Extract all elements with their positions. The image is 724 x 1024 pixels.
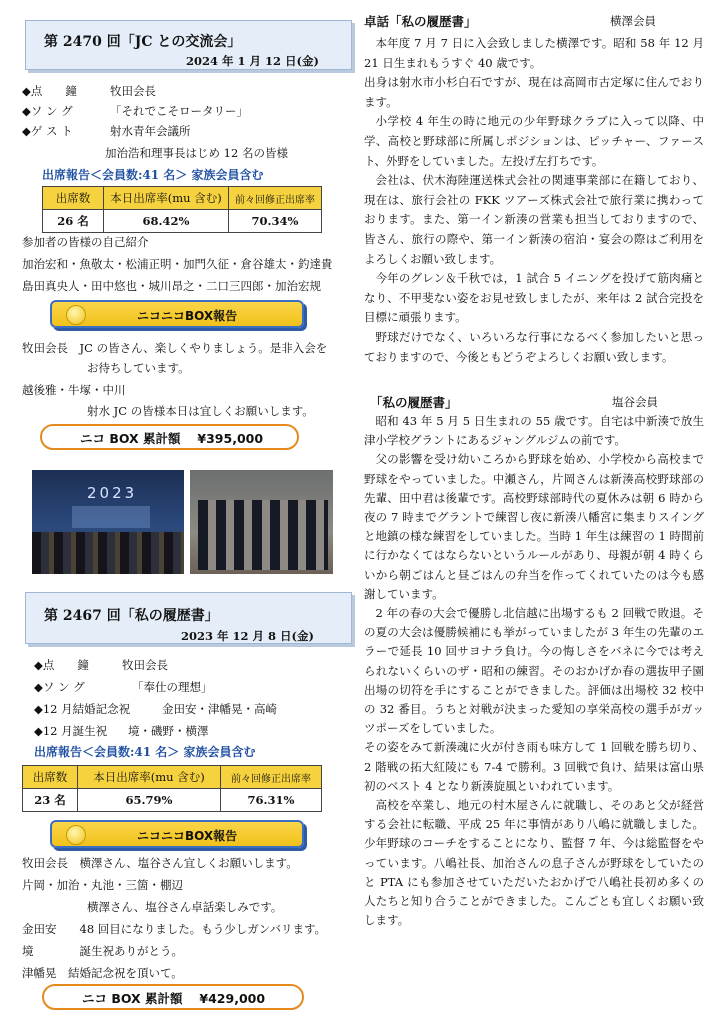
niko-line: お待ちしています。 [87, 361, 190, 375]
niko-line: 片岡・加治・丸池・三箇・棚辺 [22, 878, 183, 892]
talk1-title: 卓話「私の履歴書」 [364, 14, 477, 29]
talk1-body [364, 34, 704, 367]
item-value: 金田安・津幡晃・高崎 [162, 702, 277, 716]
niko-line: 境 誕生祝ありがとう。 [22, 944, 183, 958]
talk1-paragraph: 本年度 7 月 7 日に入会致しました横澤です。昭和 58 年 12 月 21 日生まれもうすぐ 40 歳です。 [364, 36, 704, 70]
section2-item-wedding [34, 701, 277, 717]
niko-line: 牧田会長 横澤さん、塩谷さん宜しくお願いします。 [22, 856, 298, 870]
talk1-paragraph: 今年のグレン＆千秋では，1 試合 5 イニングを投げて筋肉痛となり、不甲斐ない姿をお見せ致しましたが、来年は 2 試合完投を目標に頑張ります。 [364, 271, 704, 325]
photo-crowd [32, 532, 184, 574]
table-cell: 65.79% [78, 789, 221, 812]
section1-item-bell [22, 83, 156, 99]
niko-line: 金田安 48 回目になりました。もう少しガンバリます。 [22, 922, 327, 936]
section2-title-box [25, 592, 352, 644]
photo-people [198, 500, 328, 570]
talk1-speaker: 横澤会員 [610, 14, 656, 28]
item-mark: ◆12 月結婚記念祝 [34, 702, 131, 716]
talk2-body [364, 412, 704, 930]
smile-icon [66, 305, 86, 325]
event-photo-group [190, 470, 333, 574]
table-header: 出席数 [43, 187, 104, 210]
item-value: 牧田会長 [122, 658, 168, 672]
talk2-paragraph: 2 年の春の大会で優勝し北信越に出場するも 2 回戦で敗退。その夏の大会は優勝候補にも挙がっていましたが 3 年生の先輩のエラーで延長 10 回サヨナラ負け。今の悔しさをバネに今では考えられないくらいのザ・昭和の練習。そのおかげか春の選抜甲子園出場の切符を手にすることができました。評価は出場校 32 校中の 32 番目。うちと対戦が決まった愛知の享栄高校の選手がガッツポーズをしていました。 [364, 606, 704, 736]
section1-title: 第 2470 回「JC との交流会」 [44, 34, 242, 50]
niko-line: 横澤さん、塩谷さん卓話楽しみです。 [87, 900, 283, 914]
section2-item-bell [34, 657, 168, 673]
niko-banner-label: ニコニコBOX報告 [137, 309, 238, 323]
item-mark: ◆点 鐘 [22, 84, 77, 98]
item-value: 「それでこそロータリー」 [110, 104, 248, 118]
section1-total-pill [40, 424, 299, 450]
event-photo-stage [32, 470, 184, 574]
section2-title: 第 2467 回「私の履歴書」 [44, 608, 219, 624]
table-header: 前々回修正出席率 [221, 766, 322, 789]
item-mark: ◆ソ ン グ [34, 680, 85, 694]
table-cell: 26 名 [43, 210, 104, 233]
table-cell: 23 名 [23, 789, 78, 812]
table-header: 本日出席率(mu 含む) [104, 187, 229, 210]
item-mark: ◆ソ ン グ [22, 104, 73, 118]
table-cell: 76.31% [221, 789, 322, 812]
item-mark: ◆12 月誕生祝 [34, 724, 108, 738]
item-mark: ◆点 鐘 [34, 658, 89, 672]
table-header: 本日出席率(mu 含む) [78, 766, 221, 789]
talk1-paragraph: 出身は射水市小杉白石ですが、現在は高岡市古定塚に住んでおります。 [364, 75, 704, 109]
talk2-paragraph: その姿をみて新湊魂に火が付き雨も味方して 1 回戦を勝ち切り、2 階戦の拓大紅陵にも 7-4 で勝利。3 回戦で負け、結果は富山県初のベスト 4 となり新湊旋風といわれています。 [364, 740, 704, 793]
niko-line: 越後雅・牛塚・中川 [22, 383, 126, 397]
section2-attendance-table [22, 765, 322, 812]
niko-total: ニコ BOX 累計額 ¥395,000 [80, 431, 264, 446]
section2-item-birthday [34, 723, 209, 739]
section1-item-guest [22, 123, 191, 139]
intro-heading: 参加者の皆様の自己紹介 [22, 235, 149, 249]
section1-attendance-title: 出席報告＜会員数:41 名＞ 家族会員含む [42, 168, 264, 182]
talk2-paragraph: 高校を卒業し、地元の村木屋さんに就職し、そのあと父が経営する会社に転職、平成 25 年に事情があり八嶋に就職しました。少年野球のコーチをすることになり、監督 7 年、今は総監督をやっています。八嶋社長、加治さんの息子さんが野球をしていたのと PTA にも参加させていただいたおかげで八嶋社長初め多くの人たちと知り合うことができました。こんごとも宜しくお願い致します。 [364, 798, 704, 928]
section1-niko-banner [50, 300, 304, 328]
item-value: 牧田会長 [110, 84, 156, 98]
item-value: 「奉仕の理想」 [132, 680, 213, 694]
photo-banner-text: 2023 [87, 484, 138, 502]
table-cell: 70.34% [229, 210, 322, 233]
item-value: 射水青年会議所 [110, 124, 191, 138]
section2-total-pill [42, 984, 304, 1010]
talk1-heading [364, 12, 477, 30]
smile-icon [66, 825, 86, 845]
section1-attendance-table [42, 186, 322, 233]
talk1-paragraph: 会社は、伏木海陸運送株式会社の関連事業部に在籍しており、現在は、旅行会社の FKK ツアーズ株式会社で旅行業に携わっております。また、第一イン新湊の営業も担当しておりますので、皆さん、旅行の際や、第一イン新湊の宿泊・宴会の際はご利用をよろしくお願い致します。 [364, 173, 704, 266]
item-value: 境・磯野・横澤 [128, 724, 209, 738]
table-cell: 68.42% [104, 210, 229, 233]
section1-date: 2024 年 1 月 12 日(金) [186, 54, 319, 68]
niko-line: 津幡晃 結婚記念祝を頂いて。 [22, 966, 183, 980]
intro-line: 島田真央人・田中悠也・城川昂之・二口三四郎・加治宏规 [22, 279, 321, 293]
talk2-paragraph: 昭和 43 年 5 月 5 日生まれの 55 歳です。自宅は中新湊で放生津小学校グラントにあるジャングルジムの前です。 [364, 414, 704, 448]
section1-item-song [22, 103, 248, 119]
talk1-paragraph: 野球だけでなく、いろいろな行事になるべく参加したいと思っておりますので、今後ともどうぞよろしくお願い致します。 [364, 329, 704, 364]
niko-banner-label: ニコニコBOX報告 [137, 829, 238, 843]
talk1-paragraph: 小学校 4 年生の時に地元の少年野球クラブに入って以降、中学、高校と野球部に所属しポジションは、ピッチャー、ファースト、外野をしていました。左投げ左打ちです。 [364, 114, 704, 168]
item-mark: ◆ゲ ス ト [22, 124, 73, 138]
talk2-speaker: 塩谷会員 [612, 395, 658, 409]
section2-niko-banner [50, 820, 304, 848]
section2-item-song [34, 679, 213, 695]
section1-guest-line2: 加治浩和理事長はじめ 12 名の皆様 [105, 146, 288, 160]
section1-title-box [25, 20, 352, 70]
photo-stage-screen [72, 506, 150, 528]
table-header: 前々回修正出席率 [229, 187, 322, 210]
talk2-heading: 「私の履歴書」 [370, 395, 458, 410]
niko-line: 牧田会長 JC の皆さん、楽しくやりましょう。是非入会を [22, 341, 328, 355]
niko-line: 射水 JC の皆様本日は宜しくお願いします。 [87, 404, 314, 418]
intro-line: 加治宏和・魚敬太・松浦正明・加門久征・倉谷雄太・釣達貴 [22, 257, 333, 271]
section2-date: 2023 年 12 月 8 日(金) [181, 629, 314, 643]
section2-attendance-title: 出席報告＜会員数:41 名＞ 家族会員含む [34, 745, 256, 759]
niko-total: ニコ BOX 累計額 ¥429,000 [82, 991, 266, 1006]
talk2-paragraph: 父の影響を受け幼いころから野球を始め、小学校から高校まで野球をやっていました。中瀬さん，片岡さんは新湊高校野球部の先輩、田中君は後輩です。高校野球部時代の夏休みは朝 6 時から夜の 7 時までグラントで練習し夜に新湊八幡宮に集まりスイングと地鎮の様な練習をしていました。当時 1 年生は練習の 1 時間前に行かなくてはならないというルールがあり、母親が朝 4 時くらいから朝ごはんと昼ごはんの弁当を作ってくれていたのは今も感謝しています。 [364, 452, 704, 601]
table-header: 出席数 [23, 766, 78, 789]
